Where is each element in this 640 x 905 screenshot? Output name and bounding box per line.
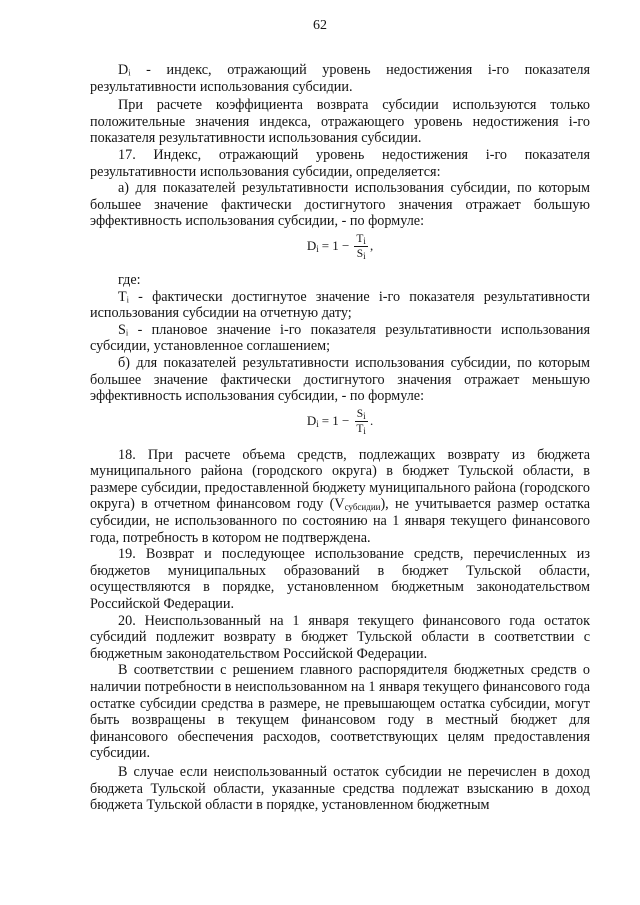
paragraph-b: б) для показателей результативности использования субсидии, по которым большее значение фактически достигнутого значения отражает меньшую эффективность использования субсидии, - по формуле: (90, 354, 590, 405)
paragraph-17: 17. Индекс, отражающий уровень недостижения i-го показателя результативности использования субсидии, определяется: (90, 146, 590, 180)
formula-2 (90, 407, 590, 441)
paragraph-decision: В соответствии с решением главного распорядителя бюджетных средств о наличии потребности в неиспользованном на 1 января текущего финансового года остатке субсидии средства в размере, не превышающем остатка субсидии, могут быть возвращены в текущем финансовом году в местный бюджет для финансового обеспечения расходов, соответствующих целям предоставления субсидии. (90, 662, 590, 762)
paragraph-where: где: (118, 271, 141, 288)
paragraph-18: 18. При расчете объема средств, подлежащих возврату из бюджета муниципального района (городского округа) в бюджет Тульской области, в размере субсидии, предоставленной бюджету муниципального района (городского округа) в отчетном финансовом году $(V_{субсидии})$, не учитывается размер остатка субсидии, не использованного по состоянию на 1 января текущего финансового года, потребность в котором не подтверждена. (90, 446, 591, 546)
formula-1 (90, 232, 590, 266)
paragraph-case: В случае если неиспользованный остаток субсидии не перечислен в доход бюджета Тульской области, указанные средства подлежат взысканию в доход бюджета Тульской области в порядке, установленном бюджетным (90, 763, 590, 814)
formula-2-lhs: $D_i$ (306, 412, 319, 429)
formula-1-lhs: $D_i$ (306, 238, 319, 255)
formula-1-fraction: $\frac{T_i}{S_i}$ (356, 232, 366, 261)
paragraph-positive-values: При расчете коэффициента возврата субсидии используются только положительные значения индекса, отражающего уровень недостижения i-го показателя результативности использования субсидии. (90, 97, 590, 147)
document-body (90, 62, 590, 814)
formula-2-fraction: $\frac{S_i}{T_i}$ (356, 407, 366, 436)
formula-2-tail: . (369, 412, 374, 428)
page-number: 62 (313, 18, 327, 33)
formula-1-eq: = 1 − (321, 238, 350, 254)
paragraph-a: а) для показателей результативности использования субсидии, по которым большее значение фактически достигнутого значения отражает большую эффективность использования субсидии, - по формуле: (90, 180, 590, 230)
paragraph-ti-definition: Tᵢ - фактически достигнутое значение i-го показателя результативности использования субсидии на отчетную дату; (90, 288, 590, 322)
paragraph-20: 20. Неиспользованный на 1 января текущего финансового года остаток субсидий подлежит возврату в бюджет Тульской области в соответствии с бюджетным законодательством Российской Федерации. (90, 612, 590, 662)
paragraph-19: 19. Возврат и последующее использование средств, перечисленных из бюджетов муниципальных образований в бюджет Тульской области, осуществляются в порядке, установленном бюджетным законодательством Российской Федерации. (90, 546, 590, 613)
formula-2-eq: = 1 − (321, 412, 350, 428)
formula-1-tail: , (369, 238, 374, 254)
paragraph-si-definition: Sᵢ - плановое значение i-го показателя результативности использования субсидии, установленное соглашением; (90, 321, 590, 355)
paragraph-di-definition: Dᵢ - индекс, отражающий уровень недостижения i-го показателя результативности использования субсидии. (90, 62, 590, 95)
